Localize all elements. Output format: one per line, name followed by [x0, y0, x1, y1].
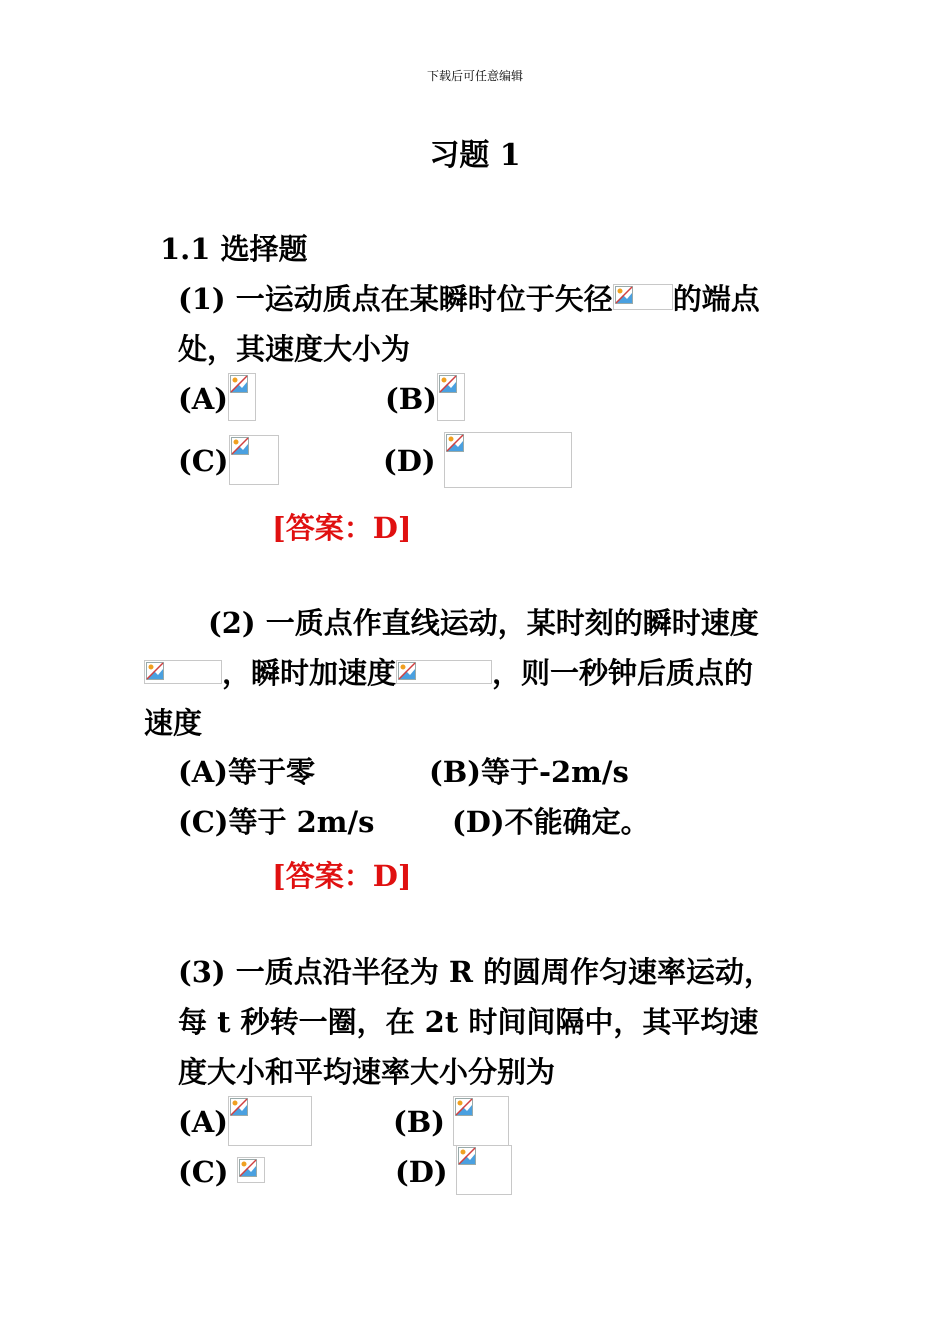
broken-image-icon [446, 434, 464, 452]
formula-image [229, 435, 279, 485]
formula-image [453, 1096, 509, 1146]
q2-text-a: ，瞬时加速度 [222, 656, 397, 690]
option-label: (D) [383, 444, 436, 478]
broken-image-icon [398, 662, 416, 680]
broken-image-icon [230, 375, 248, 393]
q1-option-d [383, 444, 572, 500]
broken-image-icon [455, 1098, 473, 1116]
broken-image-icon [439, 375, 457, 393]
broken-image-icon [239, 1159, 257, 1177]
broken-image-icon [615, 286, 633, 304]
page-header: 下载后可任意编辑 [426, 69, 523, 83]
q2-option-a: (A)等于零 [178, 755, 315, 789]
q3-line1: (3) 一质点沿半径为 R 的圆周作匀速率运动， [178, 955, 774, 989]
broken-image-icon [230, 1098, 248, 1116]
q2-answer: [答案：D] [272, 859, 412, 893]
option-label: (A) [178, 1105, 228, 1139]
q2-option-d: (D)不能确定。 [452, 805, 650, 839]
formula-image [444, 432, 572, 488]
formula-image [228, 373, 256, 421]
q3-option-c [178, 1155, 265, 1189]
q3-option-d [395, 1155, 512, 1205]
q3-line3: 度大小和平均速率大小分别为 [178, 1055, 556, 1089]
formula-image [144, 660, 222, 684]
q2-option-c: (C)等于 2m/s [178, 805, 375, 839]
broken-image-icon [231, 437, 249, 455]
q3-option-a [178, 1105, 312, 1155]
option-label: (D) [395, 1155, 448, 1189]
broken-image-icon [146, 662, 164, 680]
q1-line1 [178, 282, 760, 316]
broken-image-icon [458, 1147, 476, 1165]
q2-line2 [144, 656, 753, 690]
page-title: 习题 1 [429, 138, 521, 173]
q2-option-b: (B)等于-2m/s [429, 755, 629, 789]
formula-image [228, 1096, 312, 1146]
option-label: (C) [178, 1155, 229, 1189]
q1-option-b [385, 382, 465, 430]
section-heading: 1.1 选择题 [160, 232, 308, 266]
q2-line3: 速度 [144, 706, 203, 740]
q1-line2: 处，其速度大小为 [178, 332, 411, 366]
q1-text-a: (1) 一运动质点在某瞬时位于矢径 [178, 282, 613, 316]
q1-answer: [答案：D] [272, 511, 412, 545]
q1-text-b: 的端点 [672, 282, 760, 316]
formula-image [437, 373, 465, 421]
formula-image [613, 284, 673, 310]
formula-image [396, 660, 492, 684]
option-label: (B) [385, 382, 437, 416]
option-label: (B) [393, 1105, 445, 1139]
option-label: (C) [178, 444, 229, 478]
formula-image [237, 1157, 265, 1183]
formula-image [456, 1145, 512, 1195]
q2-text-b: ，则一秒钟后质点的 [492, 656, 754, 690]
q2-line1: (2) 一质点作直线运动，某时刻的瞬时速度 [208, 606, 759, 640]
q1-option-c [178, 444, 279, 494]
option-label: (A) [178, 382, 228, 416]
q1-option-a [178, 382, 256, 430]
q3-line2: 每 t 秒转一圈，在 2t 时间间隔中，其平均速 [178, 1005, 759, 1039]
